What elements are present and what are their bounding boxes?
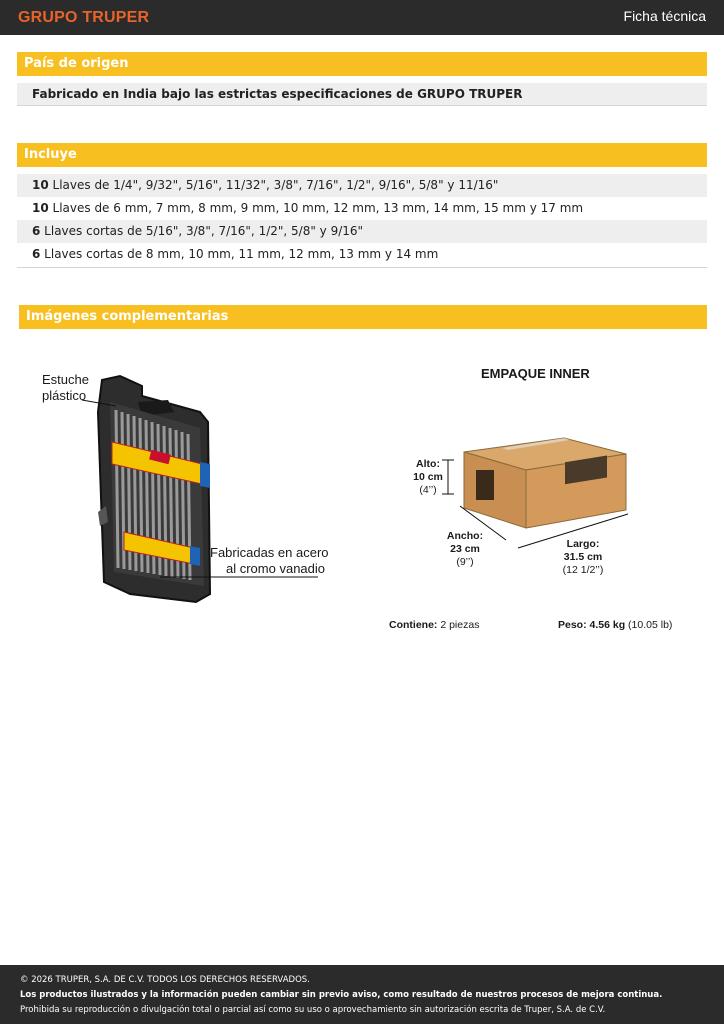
item-qty: 10 (32, 178, 49, 192)
list-item (17, 220, 707, 243)
case-label-line2: plástico (42, 388, 87, 403)
weight-label: Peso: (558, 619, 587, 631)
section-title-images: Imágenes complementarias (19, 305, 707, 329)
list-item (17, 197, 707, 220)
height-dimension (410, 458, 446, 497)
steel-label-line1: Fabricadas en acero (210, 545, 329, 560)
item-qty: 6 (32, 247, 41, 261)
document-type-label: Ficha técnica (623, 8, 706, 24)
truper-logo: GRUPO TRUPER (18, 9, 150, 26)
weight-kg: 4.56 kg (586, 619, 626, 631)
item-text: Llaves cortas de 5/16", 3/8", 7/16", 1/2", 5/8" y 9/16" (40, 224, 364, 238)
origin-text: Fabricado en India bajo las estrictas especificaciones de GRUPO TRUPER (17, 83, 707, 106)
item-qty: 10 (32, 201, 49, 215)
list-item (17, 243, 707, 266)
item-text: Llaves de 6 mm, 7 mm, 8 mm, 9 mm, 10 mm, 12 mm, 13 mm, 14 mm, 15 mm y 17 mm (48, 201, 584, 215)
steel-label-leader (160, 572, 320, 582)
ancho-in: (9’’) (456, 556, 474, 568)
ancho-label: Ancho: (446, 530, 484, 542)
largo-cm: 31.5 cm (563, 551, 603, 563)
item-text: Llaves de 1/4", 9/32", 5/16", 11/32", 3/8", 7/16", 1/2", 9/16", 5/8" y 11/16" (48, 178, 499, 192)
prohibition-text: Prohibida su reproducción o divulgación total o parcial así como su uso o aprovechamiento sin autorización escrita de Truper, S.A. de C.V. (20, 1005, 606, 1015)
list-item (17, 174, 707, 197)
divider (17, 267, 707, 268)
alto-in: (4’’) (419, 484, 437, 496)
footer (0, 965, 724, 1024)
alto-label: Alto: (416, 458, 440, 470)
weight-info (558, 619, 672, 631)
alto-cm: 10 cm (413, 471, 443, 483)
weight-lb: (10.05 lb) (625, 619, 673, 631)
length-dimension (558, 538, 608, 577)
notice-text: Los productos ilustrados y la información pueden cambiar sin previo aviso, como resultado de nuestros procesos de mejora continua. (20, 990, 663, 1000)
item-qty: 6 (32, 224, 41, 238)
package-title: EMPAQUE INNER (481, 366, 590, 381)
case-label-leader (80, 398, 120, 410)
item-text: Llaves cortas de 8 mm, 10 mm, 11 mm, 12 mm, 13 mm y 14 mm (40, 247, 439, 261)
section-title-origin: País de origen (17, 52, 707, 76)
width-dimension (440, 530, 490, 569)
copyright-text: © 2026 TRUPER, S.A. DE C.V. TODOS LOS DERECHOS RESERVADOS. (20, 975, 310, 985)
top-bar (0, 0, 724, 35)
largo-in: (12 1/2’’) (562, 564, 604, 576)
case-label-line1: Estuche (42, 372, 89, 387)
steel-label-line2: al cromo vanadio (226, 561, 325, 576)
contains-info (389, 619, 479, 631)
section-title-includes: Incluye (17, 143, 707, 167)
largo-label: Largo: (566, 538, 600, 550)
contains-value: 2 piezas (437, 619, 480, 631)
ancho-cm: 23 cm (450, 543, 480, 555)
contains-label: Contiene: (389, 619, 438, 631)
